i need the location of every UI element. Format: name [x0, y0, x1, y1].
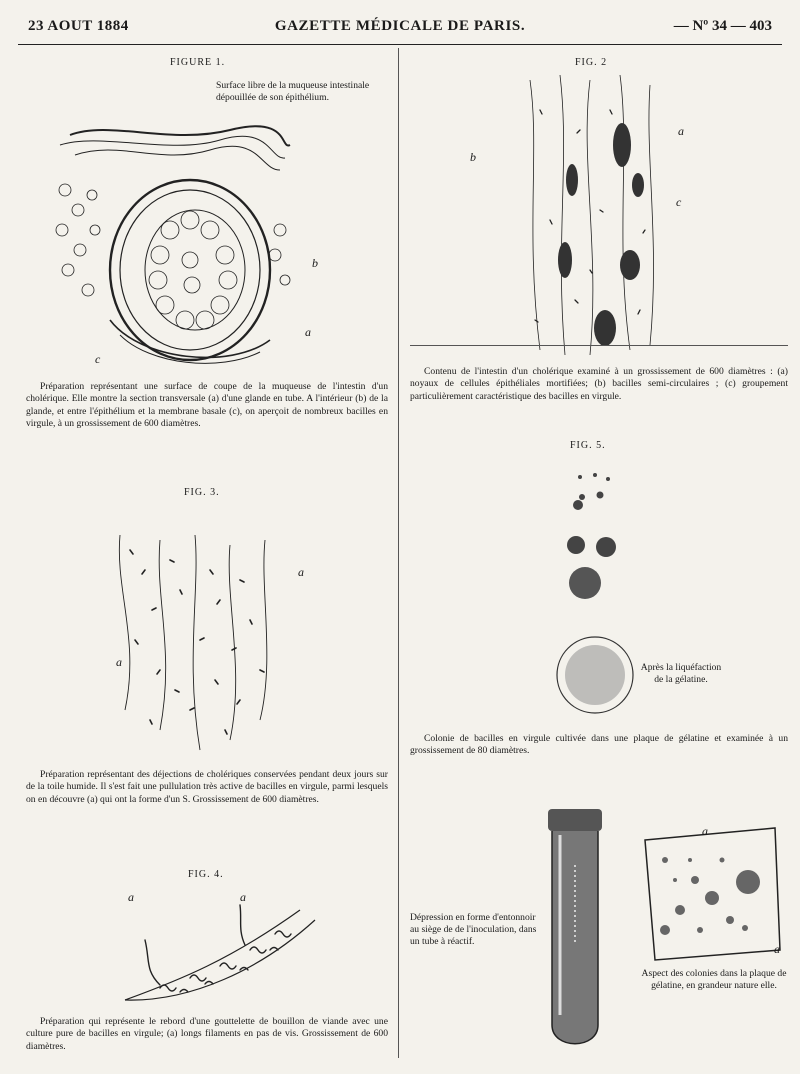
fig3-label: FIG. 3. — [184, 487, 220, 498]
page-header — [18, 14, 782, 45]
fig2-caption: Contenu de l'intestin d'un cholérique examiné à un grossissement de 600 diamètres : (a) noyaux de cellules épithéliales mortifiées; (b) bacilles semi-circulaires ; (c) groupement particulièrement caractéristique des bacilles en virgule. — [410, 366, 788, 402]
fig1-caption: Préparation représentant une surface de coupe de la muqueuse de l'intestin d'un cholérique. Elle montre la section transversale (a) d'une glande en tube. A l'intérieur (b) de la glande, et entre l'épithélium et la membrane basale (c), on aperçoit de nombreux bacilles en virgule, à un grossissement de 600 diamètres. — [26, 381, 388, 429]
fig1-label: FIGURE 1. — [170, 57, 226, 68]
column-divider — [398, 48, 399, 1058]
plate-mark-a-top: a — [702, 824, 708, 838]
fig2-mark-a: a — [678, 124, 684, 138]
show-through-left — [22, 440, 392, 530]
fig4-illustration — [120, 900, 320, 1010]
fig5-illustration — [550, 465, 640, 735]
fig1-mark-c: c — [95, 352, 101, 366]
fig3-illustration — [100, 530, 290, 760]
fig4-caption: Préparation qui représente le rebord d'une gouttelette de bouillon de viande avec une culture pure de bacilles en virgule; (a) longs filaments en pas de vis. Grossissement de 600 diamètres. — [26, 1016, 388, 1052]
fig5-note: Après la liquéfaction de la gélatine. — [640, 662, 722, 685]
fig4-label: FIG. 4. — [188, 869, 224, 880]
fig4-mark-a-left: a — [128, 890, 134, 904]
gelatin-plate-illustration — [640, 820, 785, 970]
journal-title: GAZETTE MÉDICALE DE PARIS. — [274, 18, 526, 34]
fig5-caption: Colonie de bacilles en virgule cultivée dans une plaque de gélatine et examinée à un grossissement de 80 diamètres. — [410, 733, 788, 757]
fig2-illustration — [520, 70, 670, 360]
fig3-mark-a-right: a — [298, 565, 304, 579]
plate-note: Aspect des colonies dans la plaque de gélatine, en grandeur nature elle. — [641, 968, 787, 991]
fig2-rule — [410, 345, 788, 346]
fig1-illustration — [50, 120, 290, 370]
fig1-note: Surface libre de la muqueuse intestinale dépouillée de son épithélium. — [216, 80, 370, 103]
tube-note: Dépression en forme d'entonnoir au siège de de l'inoculation, dans un tube à réactif. — [410, 912, 537, 947]
fig1-mark-a: a — [305, 325, 311, 339]
test-tube-illustration — [540, 805, 610, 1055]
fig2-mark-c: c — [676, 195, 682, 209]
fig3-caption: Préparation représentant des déjections de cholériques conservées pendant deux jours sur de la toile humide. Il s'est fait une pullulation très active de bacilles en virgule, parmi lesquels on en découvre (a) qui ont la forme d'un S. Grossissement de 600 diamètres. — [26, 769, 388, 805]
plate-mark-a-bottom: a — [774, 942, 780, 956]
issue-number: — Nº 34 — 403 — [673, 18, 772, 34]
issue-date: 23 AOUT 1884 — [28, 18, 129, 34]
fig2-label: FIG. 2 — [575, 57, 608, 68]
fig4-mark-a-right: a — [240, 890, 246, 904]
fig3-mark-a-left: a — [116, 655, 122, 669]
fig5-label: FIG. 5. — [570, 440, 606, 451]
fig2-mark-b: b — [470, 150, 476, 164]
fig1-mark-b: b — [312, 256, 318, 270]
